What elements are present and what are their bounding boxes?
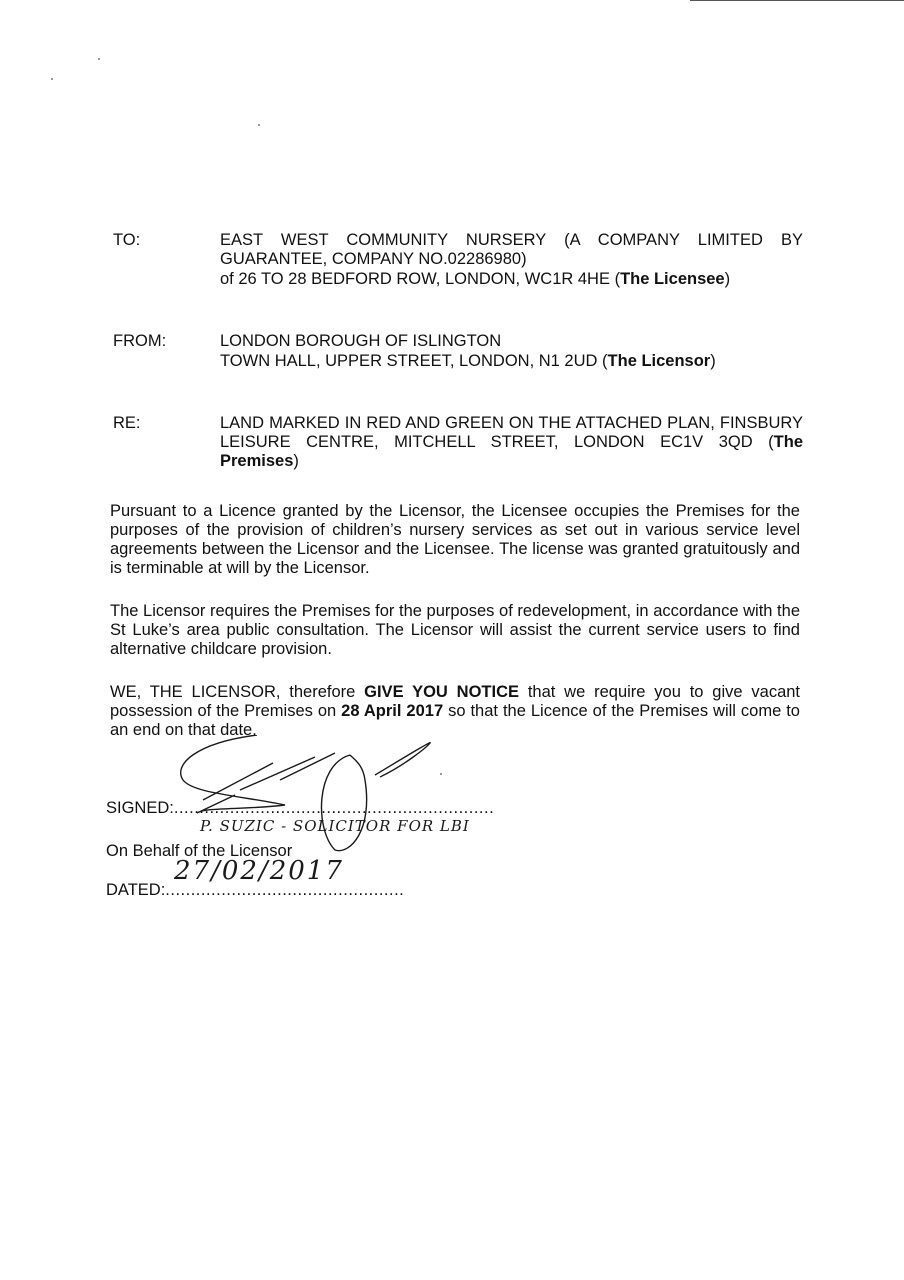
premises-defined-term: The Premises — [220, 433, 803, 470]
date-dotted-line: ............................................... — [165, 881, 405, 899]
vacate-date: 28 April 2017 — [341, 702, 444, 720]
scan-speck — [258, 124, 260, 126]
licence-background-paragraph: Pursuant to a Licence granted by the Licensor, the Licensee occupies the Premises for the purposes of the provision of children’s nursery services as set out in various service level agreements between the Licensor and the Licensee. The license was granted gratuitously and is terminable at will by the Licensor. — [110, 502, 800, 577]
addressee-details — [220, 231, 803, 289]
licensor-name: LONDON BOROUGH OF ISLINGTON — [220, 332, 502, 350]
licensor-address: TOWN HALL, UPPER STREET, LONDON, N1 2UD (The Licensor) — [220, 352, 716, 370]
handwritten-signatory-name: P. SUZIC - SOLICITOR FOR LBI — [200, 817, 470, 835]
handwritten-date: 27/02/2017 — [174, 856, 344, 886]
premises-description: LAND MARKED IN RED AND GREEN ON THE ATTACHED PLAN, FINSBURY LEISURE CENTRE, MITCHELL STREET, LONDON EC1V 3QD (The Premises) — [220, 414, 803, 470]
scan-edge-line — [690, 0, 904, 1]
licensor-defined-term: The Licensor — [607, 352, 711, 370]
notice-paragraph: WE, THE LICENSOR, therefore GIVE YOU NOTICE that we require you to give vacant possession of the Premises on 28 April 2017 so that the Licence of the Premises will come to an end on that date. — [110, 683, 801, 739]
sender-details — [220, 332, 803, 371]
re-label: RE: — [113, 414, 141, 432]
on-behalf-line: On Behalf of the Licensor — [106, 842, 293, 860]
scan-speck — [51, 78, 53, 80]
redevelopment-paragraph: The Licensor requires the Premises for the purposes of redevelopment, in accordance with the St Luke’s area public consultation. The Licensor will assist the current service users to find alternative childcare provision. — [110, 602, 800, 658]
licensee-defined-term: The Licensee — [620, 270, 725, 288]
signed-label: SIGNED: — [106, 799, 174, 817]
dated-label: DATED: — [106, 881, 166, 899]
signature-dotted-line: ............................................................... — [173, 799, 495, 817]
notice-emphasis: GIVE YOU NOTICE — [364, 683, 520, 701]
signed-line — [106, 799, 494, 818]
to-label: TO: — [113, 231, 141, 249]
from-label: FROM: — [113, 332, 167, 350]
licensee-name: EAST WEST COMMUNITY NURSERY (A COMPANY LIMITED BY GUARANTEE, COMPANY NO.02286980) — [220, 231, 803, 268]
licensee-address: of 26 TO 28 BEDFORD ROW, LONDON, WC1R 4HE (The Licensee) — [220, 270, 731, 288]
scan-speck — [98, 58, 100, 60]
